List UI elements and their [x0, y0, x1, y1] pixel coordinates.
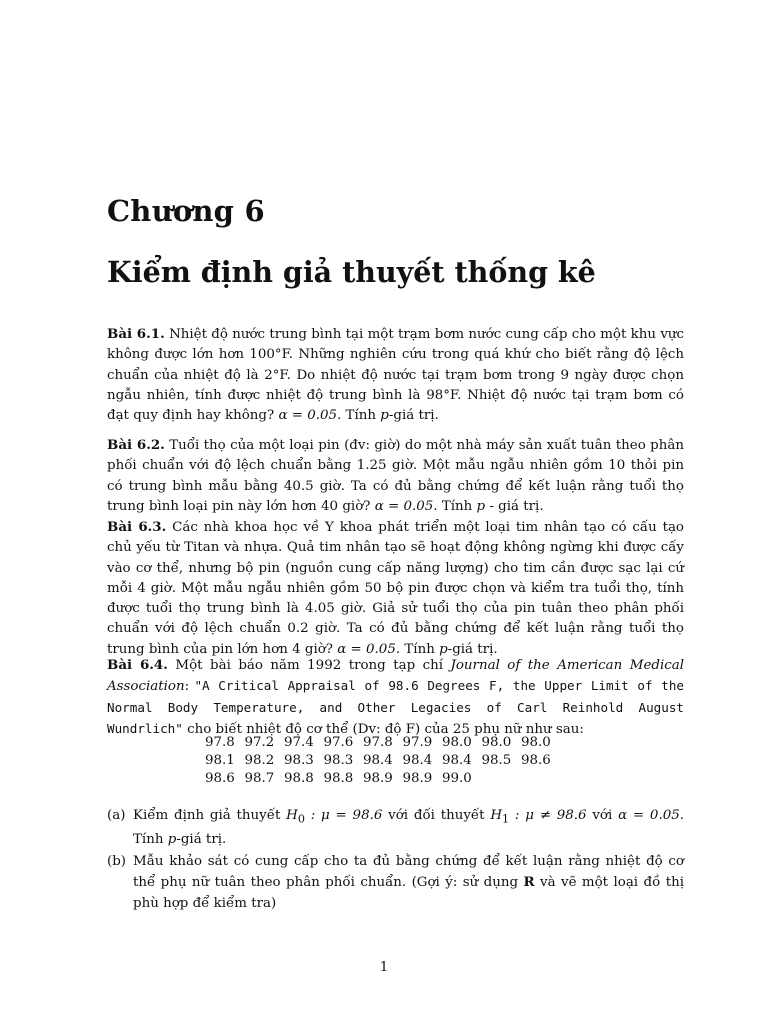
data-cell: 98.4: [442, 753, 472, 769]
data-cell: 98.3: [323, 753, 354, 769]
problem-text: Các nhà khoa học về Y khoa phát triển một loại tim nhân tạo có cấu tạo chủ yếu từ Titan và nhựa. Quả tim nhân tạo sẽ hoạt động không ngừng khi được cấy vào cơ thể, nhưng bộ pin (nguồn cung cấp năng lượng) cho tim cần được sạc lại cứ mỗi 4 giờ. Một mẫu ngẫu nhiên gồm 50 bộ pin được chọn và kiểm tra tuổi thọ, tính được tuổi thọ trung bình là 4.05 giờ. Giả sử tuổi thọ của pin tuân theo phân phối chuẩn với độ lệch chuẩn 0.2 giờ. Ta có đủ bằng chứng để kết luận rằng tuổi thọ trung bình của pin lớn hơn 4 giờ?: [107, 520, 684, 657]
alpha-value: α = 0.05.: [278, 408, 342, 424]
part-text: -giá trị.: [176, 831, 227, 847]
chapter-label: Chương 6: [107, 194, 265, 228]
data-cell: 98.0: [521, 735, 551, 750]
table-row: [205, 770, 561, 788]
p-symbol: p: [167, 831, 177, 847]
p-symbol: p: [380, 408, 389, 424]
data-cell: 98.9: [402, 771, 433, 787]
problem-tail-end: - giá trị.: [485, 498, 544, 514]
problem-label: Bài 6.3.: [107, 519, 167, 535]
h0-equation: : μ = 98.6: [304, 808, 383, 823]
part-text: Tính: [133, 831, 168, 847]
problem-6-2: [107, 435, 684, 517]
data-cell: 98.2: [244, 753, 275, 769]
h1-subscript: 1: [502, 812, 510, 826]
data-cell: 98.8: [284, 771, 314, 787]
table-row: [205, 752, 561, 770]
h0-symbol: H: [286, 808, 298, 823]
data-cell: 98.8: [323, 771, 354, 787]
data-cell: 98.0: [442, 735, 472, 750]
part-body: [133, 852, 684, 914]
p-symbol: p: [439, 641, 448, 657]
h1-symbol: H: [490, 808, 503, 823]
alpha-value: α = 0.05.: [374, 498, 438, 514]
h0-subscript: 0: [297, 812, 305, 826]
temperature-data-table: [205, 734, 561, 789]
data-cell: 97.8: [205, 735, 235, 750]
part-text: Kiểm định giả thuyết: [133, 808, 287, 823]
r-software: R: [523, 874, 535, 891]
data-cell: 98.5: [481, 753, 512, 769]
problem-outro: cho biết nhiệt độ cơ thể (Dv: độ F) của 25 phụ nữ như sau:: [182, 721, 584, 737]
problem-6-3: [107, 517, 684, 660]
problem-tail: Tính: [437, 498, 477, 514]
data-cell: 98.6: [521, 753, 551, 769]
problem-text: Tuổi thọ của một loại pin (đv: giờ) do một nhà máy sản xuất tuân theo phân phối chuẩn với độ lệch chuẩn bằng 1.25 giờ. Một mẫu ngẫu nhiên gồm 10 thỏi pin có trung bình mẫu bằng 40.5 giờ. Ta có đủ bằng chứng để kết luận rằng tuổi thọ trung bình loại pin này lớn hơn 40 giờ?: [107, 438, 684, 514]
problem-tail: Tính: [341, 408, 381, 424]
data-cell: 98.7: [244, 771, 275, 787]
problem-label: Bài 6.4.: [107, 657, 168, 673]
data-cell: 97.8: [363, 735, 393, 750]
table-row: [205, 734, 561, 752]
page-number: 1: [379, 960, 389, 975]
chapter-title: Kiểm định giả thuyết thống kê: [107, 255, 596, 289]
problem-tail-end: -giá trị.: [447, 641, 498, 657]
alpha-value: α = 0.05.: [337, 641, 401, 657]
journal-name: Journal of the American Medical Association: [107, 658, 684, 695]
data-cell: 97.6: [323, 735, 354, 750]
part-tag: (a): [107, 808, 126, 823]
data-cell: 97.9: [402, 735, 433, 750]
data-cell: 98.1: [205, 753, 235, 769]
problem-6-1: [107, 324, 684, 426]
data-cell: 97.2: [244, 735, 275, 750]
part-text: Mẫu khảo sát có cung cấp cho ta đủ bằng chứng để kết luận rằng nhiệt độ cơ thể phụ nữ tuân theo phân phối chuẩn. (Gợi ý: sử dụng: [133, 854, 684, 891]
data-cell: 98.4: [363, 753, 393, 769]
part-tag: (b): [107, 854, 127, 869]
data-cell: 98.3: [284, 753, 314, 769]
p-symbol: p: [476, 498, 486, 514]
alpha-value: α = 0.05.: [618, 808, 684, 823]
data-cell: 98.9: [363, 771, 393, 787]
data-cell: 98.0: [481, 735, 512, 750]
problem-text: Nhiệt độ nước trung bình tại một trạm bơm nước cung cấp cho một khu vực không được lớn hơn 100°F. Những nghiên cứu trong quá khứ cho biết rằng độ lệch chuẩn của nhiệt độ là 2°F. Do nhiệt độ nước tại trạm bơm trong 9 ngày được chọn ngẫu nhiên, tính được nhiệt độ trung bình là 98°F. Nhiệt độ nước tại trạm bơm có đạt quy định hay không?: [107, 327, 685, 424]
part-text: với đối thuyết: [382, 808, 491, 823]
data-cell: 99.0: [442, 771, 472, 787]
article-title: "A Critical Appraisal of 98.6 Degrees F, the Upper Limit of the Normal Body Temperature, and Other Legacies of Carl Reinhold August Wundrlich": [107, 678, 684, 736]
h1-equation: : μ ≠ 98.6: [509, 808, 587, 823]
part-a: [107, 806, 684, 850]
part-b: [107, 852, 684, 914]
part-text: và vẽ một loại đồ thị phù hợp để kiểm tra): [133, 875, 684, 911]
problem-tail-end: -giá trị.: [388, 408, 439, 424]
data-cell: 98.6: [205, 771, 235, 787]
part-text: với: [586, 808, 619, 823]
data-cell: 97.4: [284, 735, 314, 750]
journal-colon: :: [184, 679, 195, 695]
problem-6-4: [107, 655, 684, 740]
problem-label: Bài 6.1.: [107, 326, 165, 342]
data-cell: 98.4: [402, 753, 433, 769]
part-body: [133, 806, 684, 850]
problem-label: Bài 6.2.: [107, 437, 165, 453]
problem-tail: Tính: [400, 641, 440, 657]
problem-intro: Một bài báo năm 1992 trong tạp chí: [175, 658, 451, 673]
